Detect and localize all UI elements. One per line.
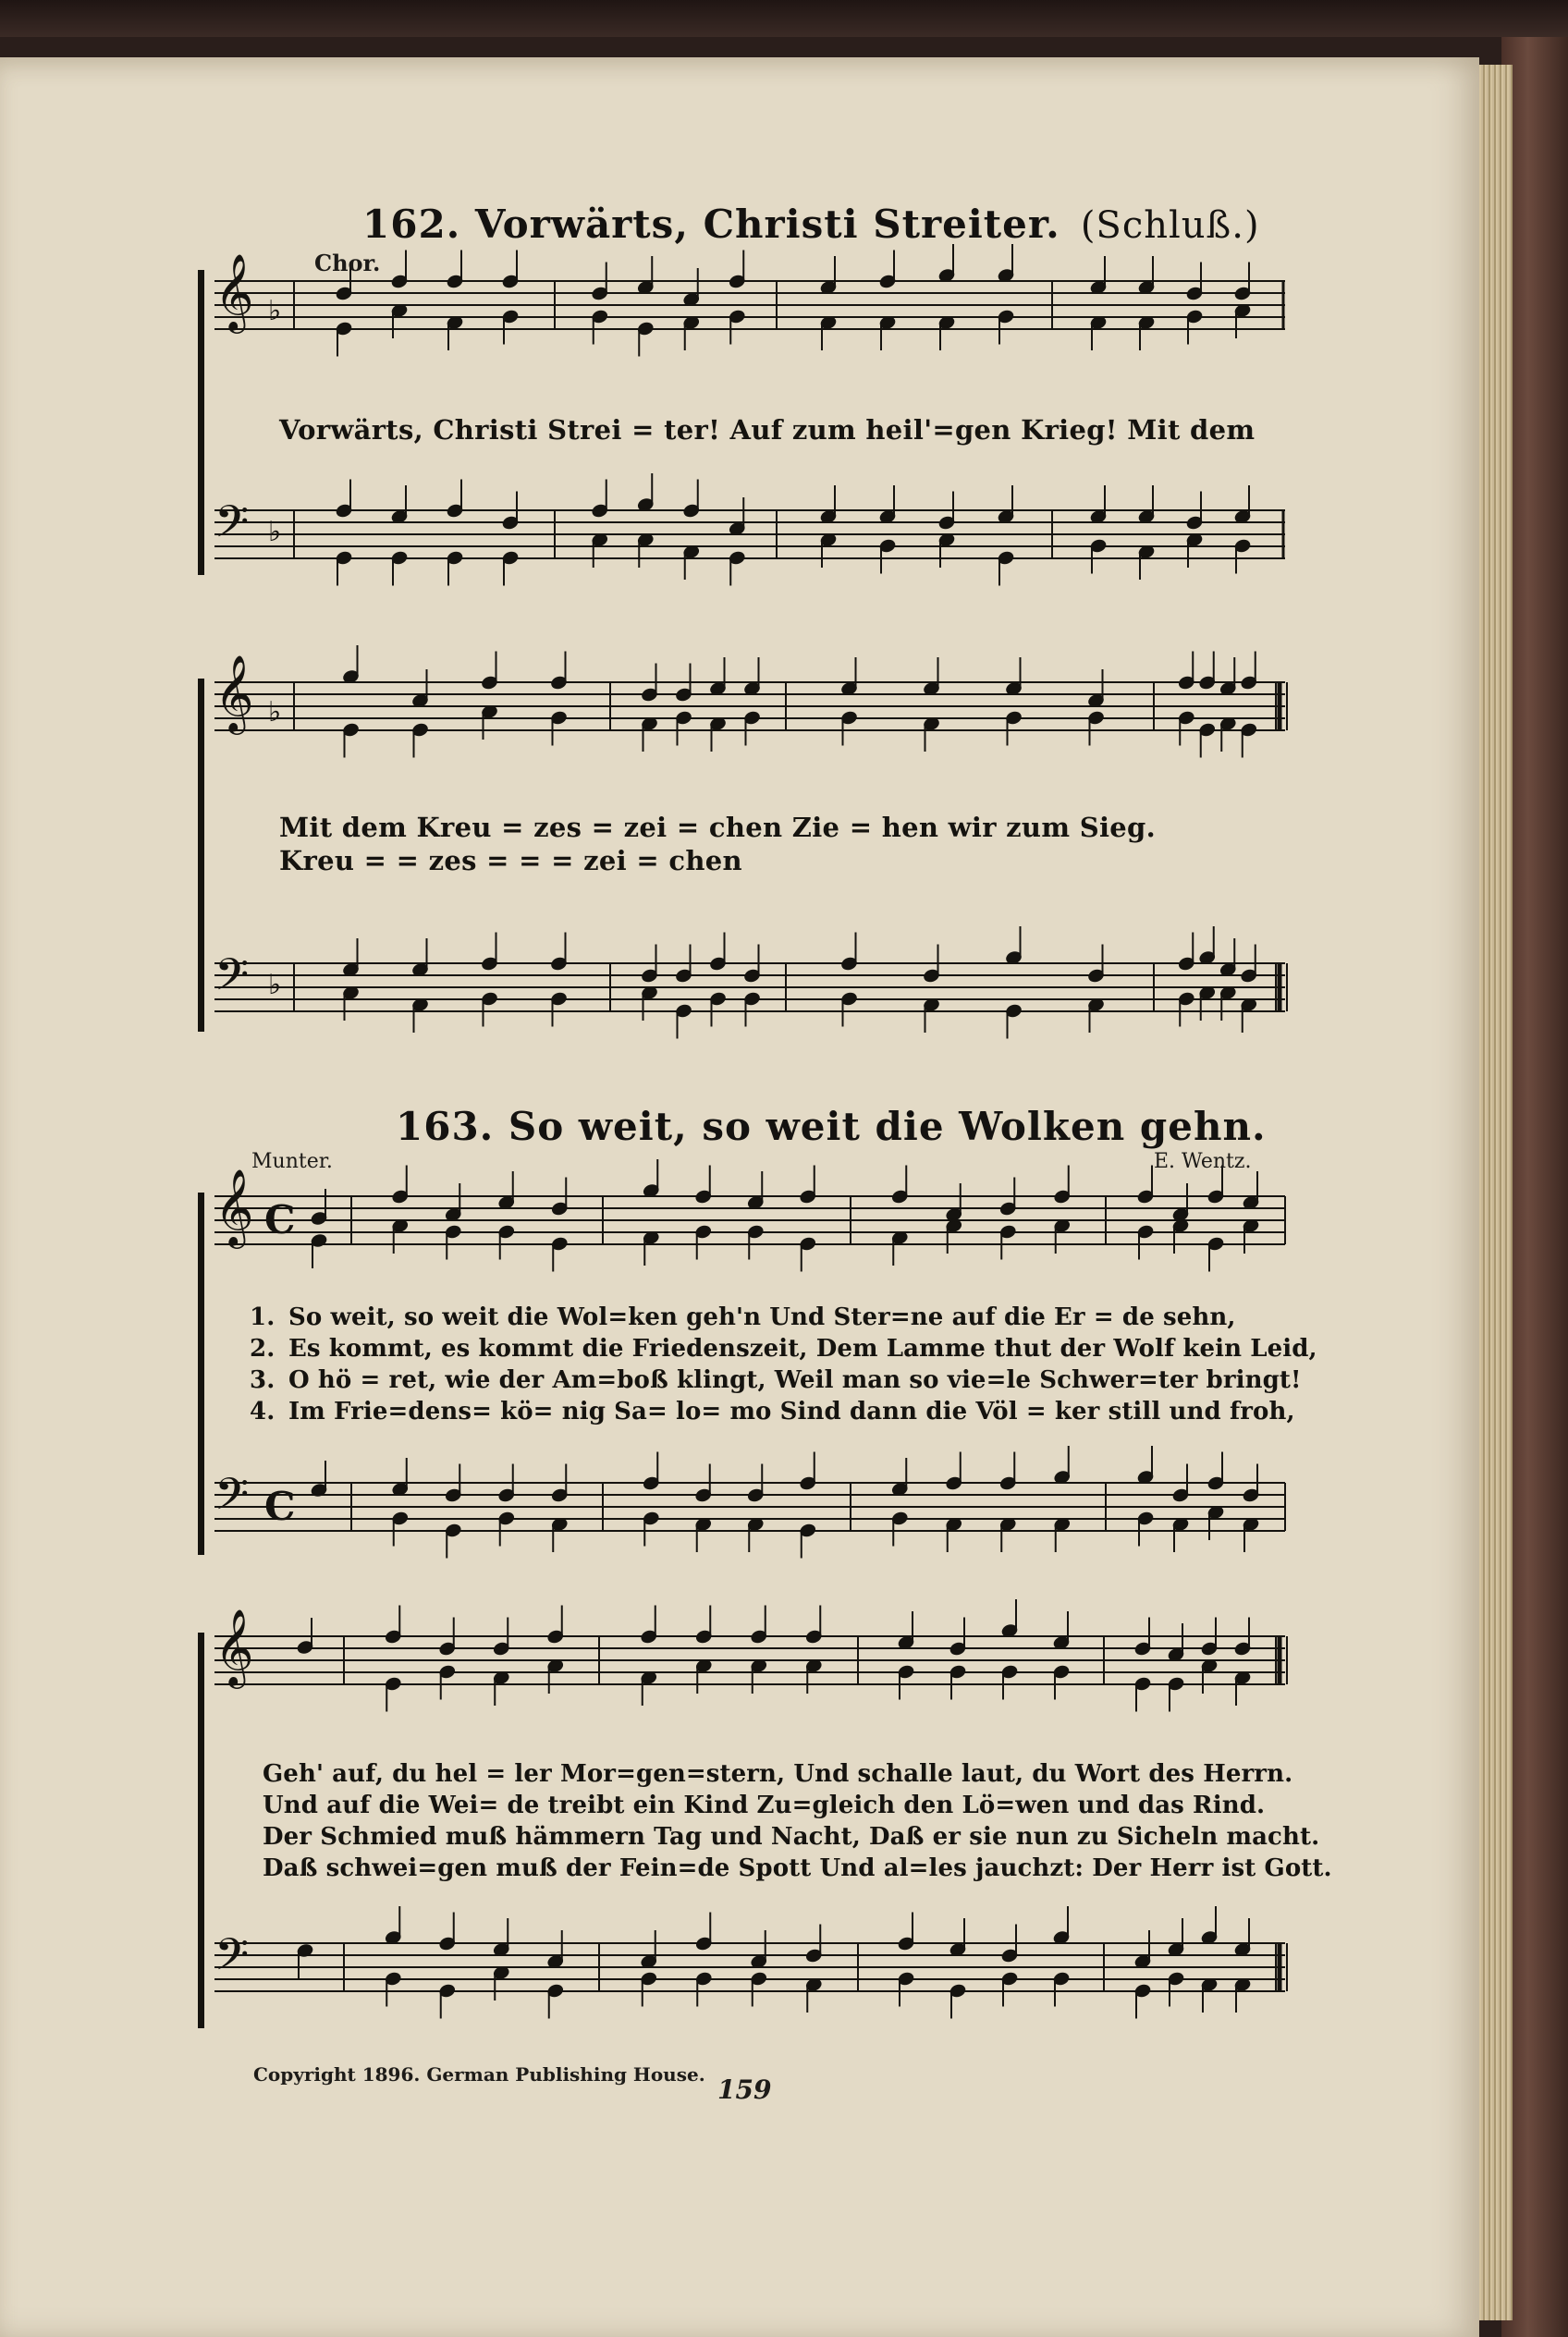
system-bracket (198, 679, 204, 1032)
flat-sign: ♭ (268, 969, 282, 1001)
treble-clef: 𝄞 (214, 1168, 254, 1245)
flat-sign: ♭ (268, 295, 282, 327)
hymn-162-title (362, 202, 1260, 247)
hymn-162-lyrics-line1: Vorwärts, Christi Strei = ter! Auf zum heil'=gen Krieg! Mit dem (279, 414, 1256, 446)
treble-clef: 𝄞 (214, 1608, 254, 1685)
hymn-163-title: 163. So weit, so weit die Wolken gehn. (396, 1104, 1267, 1149)
flat-sign: ♭ (268, 696, 282, 728)
verse-line: Geh' auf, du hel = ler Mor=gen=stern, Und schalle laut, du Wort des Herrn. (263, 1760, 1293, 1788)
treble-clef: 𝄞 (214, 252, 254, 330)
treble-clef: 𝄞 (214, 654, 254, 731)
hymn-162-title-text: 162. Vorwärts, Christi Streiter. (362, 202, 1060, 247)
hymn-162-lyrics-line2b: Kreu = = zes = = = zei = chen (279, 845, 742, 876)
bass-clef: 𝄢 (214, 948, 250, 1011)
bass-clef: 𝄢 (214, 496, 250, 558)
tempo-marking: Munter. (251, 1150, 333, 1173)
page-number: 159 (717, 2074, 772, 2105)
verse-line: 3. O hö = ret, wie der Am=boß klingt, Weil man so vie=le Schwer=ter bringt! (250, 1366, 1302, 1394)
bass-clef: 𝄢 (214, 1468, 250, 1531)
verse-line: 1. So weit, so weit die Wol=ken geh'n Und Ster=ne auf die Er = de sehn, (250, 1303, 1236, 1331)
bass-clef: 𝄢 (214, 1928, 250, 1991)
time-signature: C (264, 1484, 296, 1529)
system-bracket (198, 1633, 204, 2028)
section-label: Chor. (314, 250, 381, 276)
verse-line: 2. Es kommt, es kommt die Friedenszeit, Dem Lamme thut der Wolf kein Leid, (250, 1335, 1317, 1363)
time-signature: C (264, 1197, 296, 1242)
verse-line: Der Schmied muß hämmern Tag und Nacht, Daß er sie nun zu Sicheln macht. (263, 1823, 1320, 1851)
hymn-162-lyrics-line2a: Mit dem Kreu = zes = zei = chen Zie = hen wir zum Sieg. (279, 812, 1156, 843)
composer-credit: E. Wentz. (1154, 1150, 1252, 1173)
system-bracket (198, 270, 204, 575)
verse-line: Daß schwei=gen muß der Fein=de Spott Und al=les jauchzt: Der Herr ist Gott. (263, 1854, 1332, 1882)
continuation-label: (Schluß.) (1080, 204, 1260, 247)
system-bracket (198, 1193, 204, 1555)
verse-line: 4. Im Frie=dens= kö= nig Sa= lo= mo Sind dann die Völ = ker still und froh, (250, 1398, 1295, 1425)
copyright-notice: Copyright 1896. German Publishing House. (253, 2063, 705, 2086)
flat-sign: ♭ (268, 516, 282, 548)
verse-line: Und auf die Wei= de treibt ein Kind Zu=gleich den Lö=wen und das Rind. (263, 1792, 1266, 1819)
